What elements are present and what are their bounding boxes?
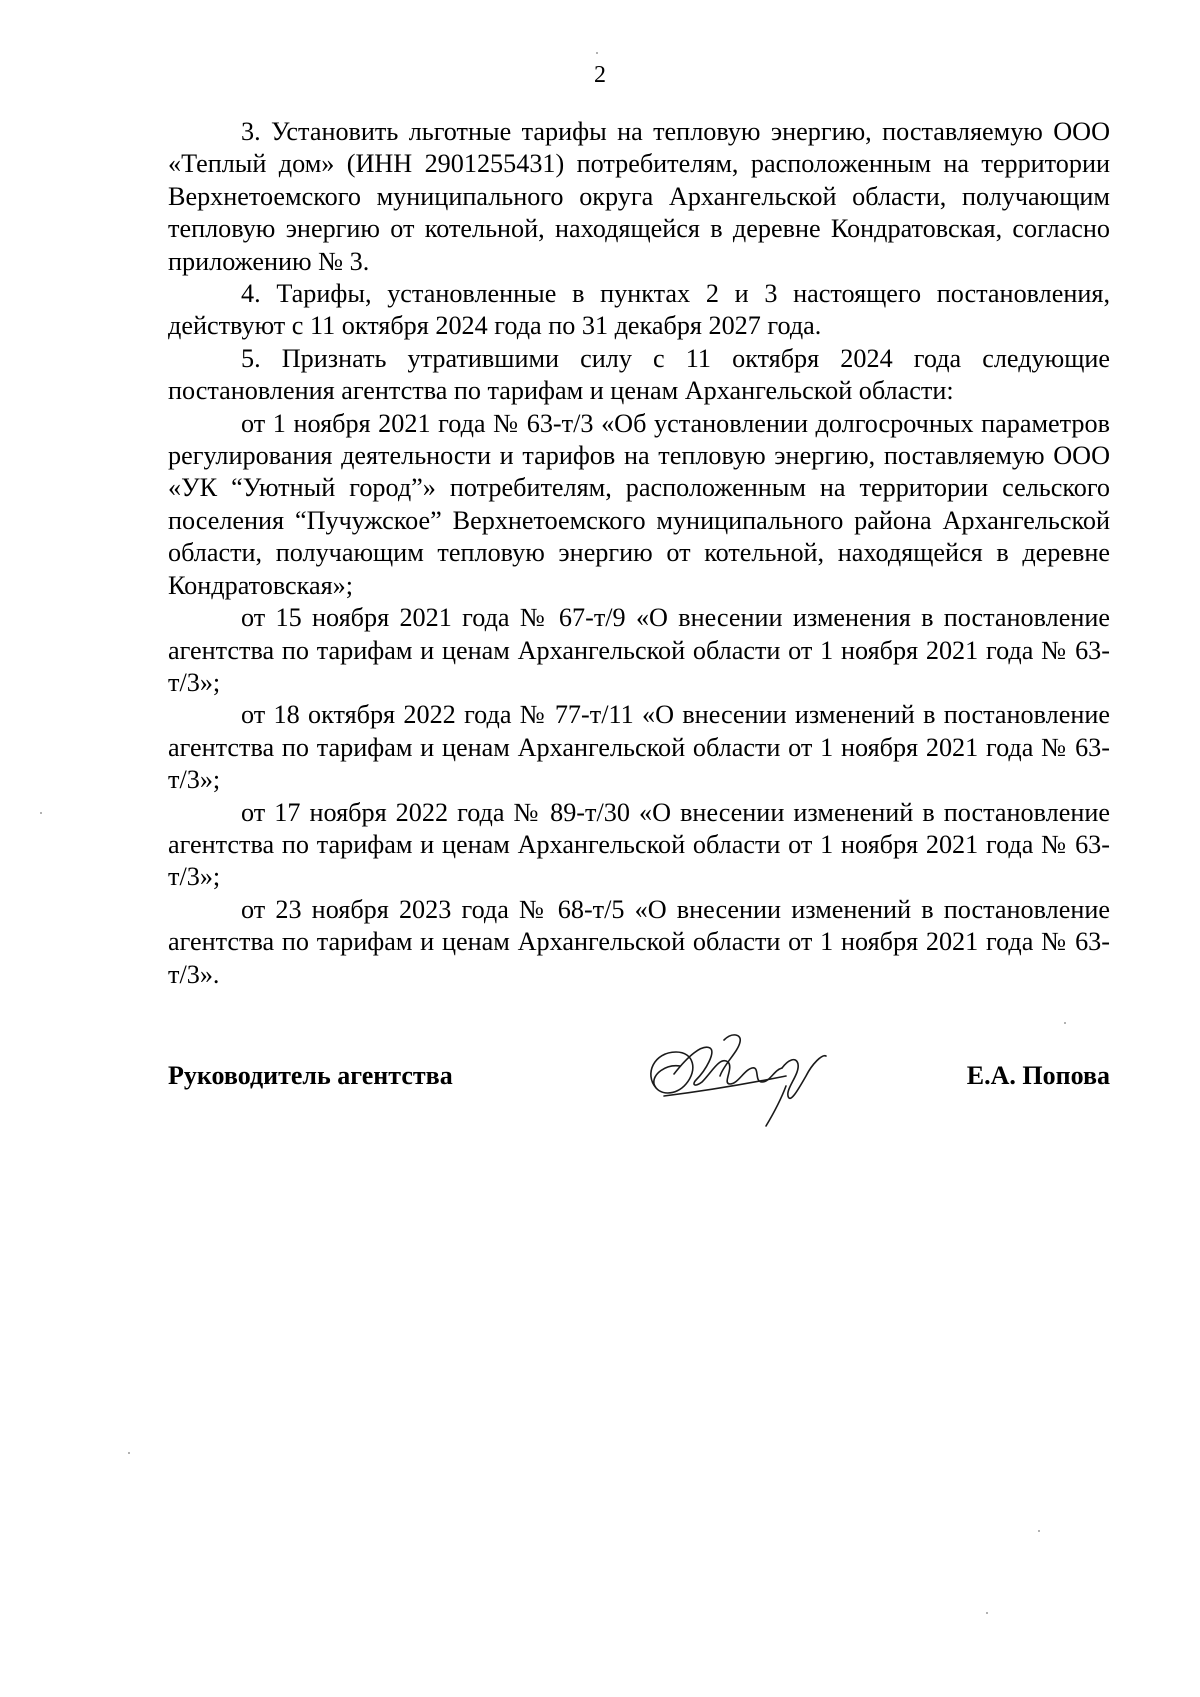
paragraph-item-3: 3. Установить льготные тарифы на тепловую энергию, поставляемую ООО «Теплый дом» (ИНН 2901255431) потребителям, расположенным на территории Верхнетоемского муниципального округа Архангельской области, получающим тепловую энергию от котельной, находящейся в деревне Кондратовская, согласно приложению № 3.: [168, 117, 1110, 276]
repealed-decree-1: от 1 ноября 2021 года № 63-т/3 «Об установлении долгосрочных параметров регулирования деятельности и тарифов на тепловую энергию, поставляемую ООО «УК “Уютный город”» потребителям, расположенным на территории сельского поселения “Пучужское” Верхнетоемского муниципального района Архангельской области, получающим тепловую энергию от котельной, находящейся в деревне Кондратовская»;: [168, 408, 1110, 600]
scan-speck: [40, 812, 42, 814]
repealed-decree-5: от 23 ноября 2023 года № 68-т/5 «О внесении изменений в постановление агентства по тарифам и ценам Архангельской области от 1 ноября 2021 года № 63-т/3».: [168, 894, 1110, 989]
scan-speck: [596, 52, 598, 54]
paragraph-item-5: 5. Признать утратившими силу с 11 октября 2024 года следующие постановления агентства по тарифам и ценам Архангельской области:: [168, 343, 1110, 406]
scan-speck: [1064, 1022, 1066, 1024]
document-body: [168, 116, 1110, 991]
scan-speck: [986, 1612, 988, 1614]
signer-title: Руководитель агентства: [168, 1061, 453, 1090]
signer-name: Е.А. Попова: [966, 1061, 1110, 1090]
signature-block: [168, 1048, 1110, 1138]
repealed-decree-2: от 15 ноября 2021 года № 67-т/9 «О внесении изменения в постановление агентства по тарифам и ценам Архангельской области от 1 ноября 2021 года № 63-т/3»;: [168, 603, 1110, 697]
page-number: 2: [594, 62, 606, 88]
paragraph-item-4: 4. Тарифы, установленные в пунктах 2 и 3 настоящего постановления, действуют с 11 октября 2024 года по 31 декабря 2027 года.: [168, 279, 1110, 341]
repealed-decree-4: от 17 ноября 2022 года № 89-т/30 «О внесении изменений в постановление агентства по тарифам и ценам Архангельской области от 1 ноября 2021 года № 63-т/3»;: [168, 797, 1110, 892]
handwritten-signature: [636, 1026, 836, 1136]
repealed-decree-3: от 18 октября 2022 года № 77-т/11 «О внесении изменений в постановление агентства по тарифам и ценам Архангельской области от 1 ноября 2021 года № 63-т/3»;: [168, 700, 1110, 795]
scan-speck: [128, 1452, 130, 1454]
scan-speck: [1038, 1530, 1040, 1532]
